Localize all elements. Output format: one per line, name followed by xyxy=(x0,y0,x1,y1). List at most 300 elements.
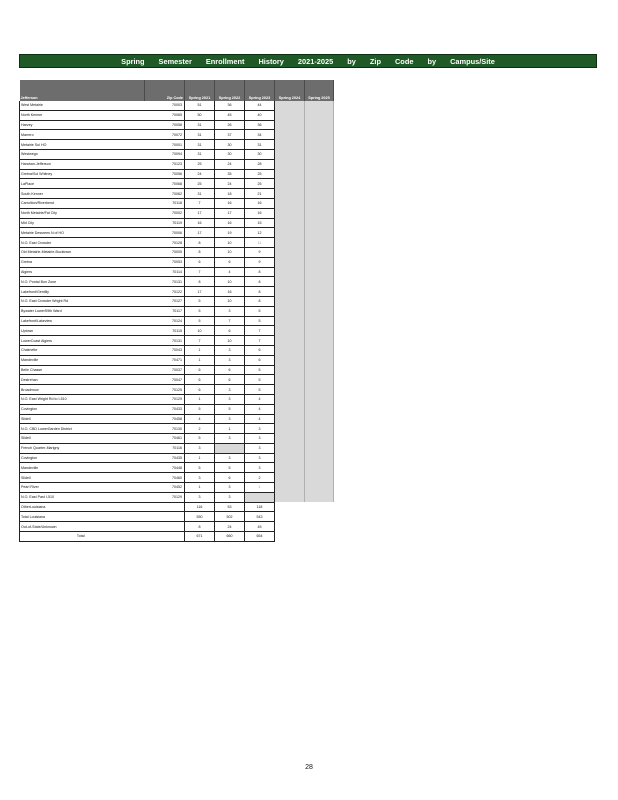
row-label: Harvey xyxy=(20,120,145,130)
value-cell: 8 xyxy=(245,267,275,277)
title-word: 2021-2025 xyxy=(297,56,334,66)
empty-year-cell xyxy=(275,502,305,512)
value-cell: 53 xyxy=(215,502,245,512)
row-label: LaPlace xyxy=(20,179,145,189)
value-cell: 3 xyxy=(215,414,245,424)
value-cell: 5 xyxy=(245,316,275,326)
zip-cell: 70002 xyxy=(145,208,185,218)
empty-year-cell xyxy=(305,502,334,512)
value-cell: 5 xyxy=(185,296,215,306)
table-row xyxy=(20,130,334,140)
value-cell: 26 xyxy=(215,120,245,130)
empty-year-cell xyxy=(275,375,305,385)
empty-year-cell xyxy=(305,198,334,208)
empty-year-cell xyxy=(305,130,334,140)
zip-cell xyxy=(145,502,185,512)
row-label: Metairie Dessrees N of HO xyxy=(20,228,145,238)
value-cell: 8 xyxy=(245,287,275,297)
row-label: N.O. East Crowder xyxy=(20,238,145,248)
value-cell: 5 xyxy=(185,404,215,414)
empty-year-cell xyxy=(275,463,305,473)
empty-year-cell xyxy=(275,512,305,522)
empty-year-cell xyxy=(305,532,334,542)
empty-year-cell xyxy=(305,189,334,199)
zip-cell: 70131 xyxy=(145,336,185,346)
empty-year-cell xyxy=(305,316,334,326)
value-cell: 4 xyxy=(245,394,275,404)
title-word: Campus/Site xyxy=(450,56,495,66)
empty-year-cell xyxy=(275,355,305,365)
value-cell: 3 xyxy=(245,443,275,453)
empty-year-cell xyxy=(305,522,334,532)
row-label: N.O. East Crowder Wright Rd xyxy=(20,296,145,306)
row-label: Gretna xyxy=(20,257,145,267)
value-cell: 45 xyxy=(245,522,275,532)
table-row xyxy=(20,483,334,493)
title-word: History xyxy=(258,56,284,66)
zip-cell: 70001 xyxy=(145,140,185,150)
row-label: Metairie Sol HO xyxy=(20,140,145,150)
empty-year-cell xyxy=(275,414,305,424)
row-label: Slidell xyxy=(20,414,145,424)
empty-year-cell xyxy=(275,159,305,169)
table-row xyxy=(20,238,334,248)
table-row xyxy=(20,492,334,502)
row-label: OtherLouisiana xyxy=(20,502,145,512)
empty-year-cell xyxy=(305,385,334,395)
empty-year-cell xyxy=(305,394,334,404)
table-row xyxy=(20,257,334,267)
value-cell: 16 xyxy=(245,208,275,218)
empty-year-cell xyxy=(305,238,334,248)
empty-year-cell xyxy=(305,277,334,287)
table-row xyxy=(20,159,334,169)
empty-year-cell xyxy=(305,110,334,120)
empty-year-cell xyxy=(305,512,334,522)
value-cell: 1 xyxy=(185,355,215,365)
table-row xyxy=(20,316,334,326)
value-cell: 4 xyxy=(185,414,215,424)
table-row xyxy=(20,189,334,199)
row-label: French Quarter-Marigny xyxy=(20,443,145,453)
value-cell: 11 xyxy=(245,238,275,248)
value-cell: 17 xyxy=(185,228,215,238)
empty-year-cell xyxy=(275,316,305,326)
value-cell: 34 xyxy=(245,130,275,140)
empty-year-cell xyxy=(275,257,305,267)
value-cell: 30 xyxy=(215,149,245,159)
value-cell: 8 xyxy=(185,522,215,532)
zip-cell: 70065 xyxy=(145,110,185,120)
value-cell: 2 xyxy=(245,473,275,483)
table-row xyxy=(20,198,334,208)
value-cell: 15 xyxy=(245,218,275,228)
value-cell: 3 xyxy=(245,463,275,473)
table-row xyxy=(20,110,334,120)
value-cell: 25 xyxy=(185,179,215,189)
zip-cell: 70053 xyxy=(145,257,185,267)
row-label: Out-of-State/Unknown xyxy=(20,522,145,532)
empty-year-cell xyxy=(275,228,305,238)
value-cell: 3 xyxy=(185,473,215,483)
zip-cell: 70452 xyxy=(145,483,185,493)
row-label: Old Metairie-Metairie-Bucktown xyxy=(20,247,145,257)
empty-year-cell xyxy=(305,492,334,502)
value-cell: 10 xyxy=(215,336,245,346)
empty-year-cell xyxy=(275,473,305,483)
value-cell: 3 xyxy=(215,434,245,444)
zip-cell: 70056 xyxy=(145,169,185,179)
empty-year-cell xyxy=(275,267,305,277)
zip-cell: 70072 xyxy=(145,130,185,140)
value-cell: 6 xyxy=(215,326,245,336)
column-header-year: Spring 2022 xyxy=(215,80,245,101)
empty-year-cell xyxy=(275,101,305,110)
table-row xyxy=(20,434,334,444)
value-cell: 5 xyxy=(245,365,275,375)
value-cell: 37 xyxy=(215,130,245,140)
table-row xyxy=(20,345,334,355)
table-row xyxy=(20,502,334,512)
zip-cell: 70433 xyxy=(145,404,185,414)
table-row xyxy=(20,267,334,277)
value-cell: 21 xyxy=(245,189,275,199)
empty-year-cell xyxy=(305,443,334,453)
value-cell: 16 xyxy=(245,198,275,208)
empty-year-cell xyxy=(305,306,334,316)
zip-cell: 70117 xyxy=(145,306,185,316)
table-row xyxy=(20,287,334,297)
empty-year-cell xyxy=(305,169,334,179)
value-cell: 5 xyxy=(185,463,215,473)
value-cell: 45 xyxy=(215,110,245,120)
empty-year-cell xyxy=(275,169,305,179)
empty-year-cell xyxy=(275,189,305,199)
zip-cell: 70460 xyxy=(145,473,185,483)
value-cell: 3 xyxy=(185,492,215,502)
value-cell: 16 xyxy=(185,218,215,228)
title-word: Semester xyxy=(158,56,192,66)
value-cell: 25 xyxy=(245,169,275,179)
value-cell: 24 xyxy=(215,179,245,189)
value-cell xyxy=(245,492,275,502)
empty-year-cell xyxy=(305,296,334,306)
zip-cell: 70047 xyxy=(145,375,185,385)
zip-cell: 70116 xyxy=(145,443,185,453)
value-cell: 1 xyxy=(185,483,215,493)
empty-year-cell xyxy=(305,228,334,238)
row-label: South Kenner xyxy=(20,189,145,199)
row-label: Destrehan xyxy=(20,375,145,385)
value-cell: 10 xyxy=(215,247,245,257)
empty-year-cell xyxy=(275,110,305,120)
report-title-bar xyxy=(19,54,597,68)
empty-year-cell xyxy=(275,434,305,444)
row-label: Mandeville xyxy=(20,463,145,473)
value-cell: 8 xyxy=(245,277,275,287)
table-row xyxy=(20,365,334,375)
value-cell: 10 xyxy=(185,326,215,336)
empty-year-cell xyxy=(305,355,334,365)
empty-year-cell xyxy=(305,336,334,346)
value-cell: 25 xyxy=(245,179,275,189)
zip-cell xyxy=(145,532,185,542)
column-header-campus: Jefferson xyxy=(20,80,145,101)
zip-cell: 70114 xyxy=(145,267,185,277)
table-row xyxy=(20,247,334,257)
table-row xyxy=(20,453,334,463)
zip-cell: 70005 xyxy=(145,247,185,257)
value-cell: 35 xyxy=(215,169,245,179)
value-cell: 4 xyxy=(215,267,245,277)
empty-year-cell xyxy=(305,149,334,159)
value-cell: 24 xyxy=(185,169,215,179)
empty-year-cell xyxy=(275,296,305,306)
value-cell: 16 xyxy=(215,198,245,208)
value-cell: 3 xyxy=(215,306,245,316)
empty-year-cell xyxy=(305,414,334,424)
empty-year-cell xyxy=(275,532,305,542)
table-row xyxy=(20,414,334,424)
value-cell: 50 xyxy=(185,110,215,120)
value-cell: 10 xyxy=(215,296,245,306)
empty-year-cell xyxy=(305,159,334,169)
title-word: Code xyxy=(394,56,414,66)
zip-cell: 70118 xyxy=(145,198,185,208)
empty-year-cell xyxy=(275,287,305,297)
value-cell: 5 xyxy=(245,306,275,316)
zip-cell xyxy=(145,522,185,532)
empty-year-cell xyxy=(305,208,334,218)
row-label: Chalmette xyxy=(20,345,145,355)
value-cell: 3 xyxy=(245,424,275,434)
empty-year-cell xyxy=(275,326,305,336)
empty-year-cell xyxy=(305,434,334,444)
table-row xyxy=(20,404,334,414)
value-cell: 1 xyxy=(215,424,245,434)
column-header-zip: Zip Code xyxy=(145,80,185,101)
empty-year-cell xyxy=(275,336,305,346)
value-cell: 3 xyxy=(215,385,245,395)
value-cell: 3 xyxy=(215,483,245,493)
empty-year-cell xyxy=(275,443,305,453)
value-cell: 19 xyxy=(215,228,245,238)
value-cell: 44 xyxy=(245,101,275,110)
table-row xyxy=(20,532,334,542)
column-header-year: Spring 2023 xyxy=(245,80,275,101)
table-row xyxy=(20,218,334,228)
value-cell: 8 xyxy=(185,247,215,257)
row-label: Marrero xyxy=(20,130,145,140)
empty-year-cell xyxy=(275,208,305,218)
empty-year-cell xyxy=(305,473,334,483)
empty-year-cell xyxy=(275,424,305,434)
empty-year-cell xyxy=(305,424,334,434)
title-word: Enrollment xyxy=(205,56,245,66)
table-row xyxy=(20,394,334,404)
empty-year-cell xyxy=(305,257,334,267)
empty-year-cell xyxy=(275,404,305,414)
zip-cell: 70127 xyxy=(145,296,185,306)
value-cell: 654 xyxy=(245,532,275,542)
empty-year-cell xyxy=(305,453,334,463)
empty-year-cell xyxy=(305,483,334,493)
table-row xyxy=(20,326,334,336)
value-cell: 6 xyxy=(245,355,275,365)
row-label: N.O. CBD LowerGarden District xyxy=(20,424,145,434)
row-label: Belle Chasse xyxy=(20,365,145,375)
table-row xyxy=(20,375,334,385)
row-label: Covington xyxy=(20,404,145,414)
column-header-year: Spring 2021 xyxy=(185,80,215,101)
empty-year-cell xyxy=(275,394,305,404)
empty-year-cell xyxy=(305,140,334,150)
row-label: Mandeville xyxy=(20,355,145,365)
value-cell: 6 xyxy=(185,257,215,267)
table-row xyxy=(20,120,334,130)
value-cell: 6 xyxy=(245,345,275,355)
zip-cell xyxy=(145,512,185,522)
value-cell: 7 xyxy=(245,326,275,336)
value-cell: 7 xyxy=(215,316,245,326)
value-cell xyxy=(215,443,245,453)
empty-year-cell xyxy=(305,287,334,297)
empty-year-cell xyxy=(275,218,305,228)
value-cell: 6 xyxy=(215,473,245,483)
value-cell: 5 xyxy=(215,404,245,414)
value-cell: 5 xyxy=(245,385,275,395)
empty-year-cell xyxy=(275,483,305,493)
value-cell: 40 xyxy=(245,110,275,120)
value-cell: 8 xyxy=(185,277,215,287)
value-cell: 36 xyxy=(245,120,275,130)
empty-year-cell xyxy=(305,179,334,189)
value-cell: 6 xyxy=(185,385,215,395)
value-cell: 3 xyxy=(215,345,245,355)
empty-year-cell xyxy=(305,345,334,355)
empty-year-cell xyxy=(275,522,305,532)
row-label: Westwego xyxy=(20,149,145,159)
zip-cell: 70094 xyxy=(145,149,185,159)
zip-cell: 70043 xyxy=(145,345,185,355)
value-cell: 17 xyxy=(185,287,215,297)
row-label: Total xyxy=(20,532,145,542)
empty-year-cell xyxy=(305,247,334,257)
value-cell: 5 xyxy=(215,463,245,473)
zip-cell: 70003 xyxy=(145,101,185,110)
row-label: N.O. East Wright Rd to I-510 xyxy=(20,394,145,404)
table-row xyxy=(20,296,334,306)
empty-year-cell xyxy=(275,149,305,159)
value-cell: 10 xyxy=(215,277,245,287)
zip-cell: 70115 xyxy=(145,326,185,336)
row-label: Mid City xyxy=(20,218,145,228)
empty-year-cell xyxy=(275,492,305,502)
empty-year-cell xyxy=(275,365,305,375)
zip-cell: 70448 xyxy=(145,463,185,473)
value-cell: 8 xyxy=(185,238,215,248)
empty-year-cell xyxy=(275,277,305,287)
zip-cell: 70125 xyxy=(145,385,185,395)
empty-year-cell xyxy=(305,404,334,414)
table-row xyxy=(20,512,334,522)
value-cell: 25 xyxy=(185,159,215,169)
table-row xyxy=(20,336,334,346)
row-label: Covington xyxy=(20,453,145,463)
row-label: North Kenner xyxy=(20,110,145,120)
empty-year-cell xyxy=(305,326,334,336)
zip-cell: 70130 xyxy=(145,424,185,434)
zip-cell: 70435 xyxy=(145,453,185,463)
empty-year-cell xyxy=(305,218,334,228)
value-cell: 543 xyxy=(245,512,275,522)
table-row xyxy=(20,424,334,434)
empty-year-cell xyxy=(305,463,334,473)
value-cell: 12 xyxy=(245,228,275,238)
zip-cell: 70129 xyxy=(145,492,185,502)
table-body xyxy=(20,101,334,541)
value-cell: 1 xyxy=(185,453,215,463)
value-cell: 9 xyxy=(245,247,275,257)
value-cell: 116 xyxy=(185,502,215,512)
value-cell: 6 xyxy=(185,365,215,375)
row-label: Harahan-Jefferson xyxy=(20,159,145,169)
table-row xyxy=(20,149,334,159)
value-cell: 51 xyxy=(185,101,215,110)
value-cell: 5 xyxy=(185,316,215,326)
table-row xyxy=(20,385,334,395)
table-row xyxy=(20,179,334,189)
row-label: N.O. East Past I-510 xyxy=(20,492,145,502)
value-cell: 18 xyxy=(215,189,245,199)
table-row xyxy=(20,355,334,365)
zip-cell: 70131 xyxy=(145,277,185,287)
row-label: Lakefront/Gentilly xyxy=(20,287,145,297)
zip-cell: 70119 xyxy=(145,218,185,228)
empty-year-cell xyxy=(305,267,334,277)
value-cell: 31 xyxy=(185,149,215,159)
title-word: Zip xyxy=(369,56,381,66)
value-cell: 16 xyxy=(215,218,245,228)
value-cell: 24 xyxy=(215,522,245,532)
row-label: Bywater LowerS9th Ward xyxy=(20,306,145,316)
zip-cell: 70458 xyxy=(145,414,185,424)
value-cell: 6 xyxy=(185,375,215,385)
value-cell: 1 xyxy=(245,483,275,493)
value-cell: 550 xyxy=(185,512,215,522)
empty-year-cell xyxy=(305,375,334,385)
value-cell: 3 xyxy=(215,492,245,502)
value-cell: 6 xyxy=(215,375,245,385)
title-word: by xyxy=(347,56,356,66)
zip-cell: 70068 xyxy=(145,179,185,189)
empty-year-cell xyxy=(275,306,305,316)
value-cell: 7 xyxy=(185,198,215,208)
zip-cell: 70128 xyxy=(145,238,185,248)
table-row xyxy=(20,228,334,238)
value-cell: 3 xyxy=(245,434,275,444)
row-label: North Metairie/Fat City xyxy=(20,208,145,218)
value-cell: 7 xyxy=(245,336,275,346)
empty-year-cell xyxy=(275,130,305,140)
table-row xyxy=(20,277,334,287)
column-header-year: Spring 2024 xyxy=(275,80,305,101)
value-cell: 1 xyxy=(185,345,215,355)
row-label: N.O. Pontal Bon Zone xyxy=(20,277,145,287)
table-row xyxy=(20,463,334,473)
empty-year-cell xyxy=(305,365,334,375)
value-cell: 6 xyxy=(215,257,245,267)
